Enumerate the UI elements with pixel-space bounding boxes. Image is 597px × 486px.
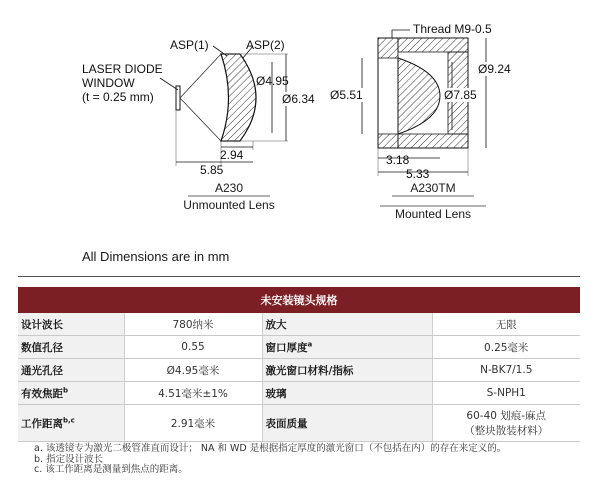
dim-495-label: Ø4.95	[256, 74, 289, 88]
footnote-b: b. 指定设计波长	[34, 453, 104, 465]
spec-table-title: 未安装镜头规格	[18, 287, 580, 313]
mounted-caption: Mounted Lens	[394, 207, 472, 221]
window-label-1: LASER DIODE	[82, 62, 163, 76]
part-a230tm: A230TM	[410, 181, 456, 195]
row-label: 激光窗口材料/指标	[262, 359, 432, 382]
dim-533-label: 5.33	[406, 167, 430, 181]
footnote-c: c. 该工作距离是测量到焦点的距离。	[34, 464, 188, 475]
row-label-with-note: 工作距离$^{b,c}$	[18, 405, 124, 442]
table-row	[18, 359, 580, 382]
asp2-label: ASP(2)	[246, 38, 285, 52]
thread-label: Thread M9-0.5	[413, 22, 492, 36]
table-row	[18, 382, 580, 405]
row-label: 通光孔径	[18, 359, 124, 382]
row-value: N-BK7/1.5	[432, 359, 580, 382]
section-divider	[18, 276, 580, 277]
table-row	[18, 313, 580, 336]
spec-table	[18, 287, 580, 442]
row-value: 0.25毫米	[432, 336, 580, 359]
asp1-label: ASP(1)	[170, 38, 209, 52]
table-row	[18, 405, 580, 442]
dim-318-label: 3.18	[386, 153, 410, 167]
footnote-a: a. 该透镜专为激光二极管准直而设计； NA 和 WD 是根据指定厚度的激光窗口（不包括在内）的存在来定义的。	[34, 443, 507, 454]
row-value: S-NPH1	[432, 382, 580, 405]
row-label: 数值孔径	[18, 336, 124, 359]
row-value-multiline: 60-40 划痕-麻点 （整块散装材料）	[432, 405, 580, 442]
part-a230: A230	[214, 181, 244, 195]
unmounted-caption: Unmounted Lens	[183, 198, 275, 212]
row-value: 4.51毫米±1%	[124, 382, 262, 405]
row-label: 放大	[262, 313, 432, 336]
row-value: 0.55	[124, 336, 262, 359]
row-label: 设计波长	[18, 313, 124, 336]
unmounted-lens-drawing	[160, 46, 288, 196]
spec-table-container	[18, 287, 580, 442]
row-value: 2.91毫米	[124, 405, 262, 442]
row-label-with-note: 窗口厚度$^a$	[262, 336, 432, 359]
dim-294-label: 2.94	[220, 148, 244, 162]
dim-634-label: Ø6.34	[282, 92, 315, 106]
dim-924-label: Ø9.24	[478, 62, 511, 76]
row-label: 表面质量	[262, 405, 432, 442]
footnotes	[34, 444, 506, 476]
row-value: 无限	[432, 313, 580, 336]
dim-551-label: Ø5.51	[330, 88, 363, 102]
table-row	[18, 336, 580, 359]
dim-785-label: Ø7.85	[444, 88, 477, 102]
row-value: Ø4.95毫米	[124, 359, 262, 382]
row-label-with-note: 有效焦距$^b$	[18, 382, 124, 405]
row-value: 780纳米	[124, 313, 262, 336]
dimensions-note: All Dimensions are in mm	[82, 249, 230, 264]
dim-585-label: 5.85	[200, 163, 224, 177]
row-label: 玻璃	[262, 382, 432, 405]
window-label-3: (t = 0.25 mm)	[82, 90, 154, 104]
lens-body-shape	[221, 54, 256, 141]
window-label-2: WINDOW	[82, 76, 135, 90]
